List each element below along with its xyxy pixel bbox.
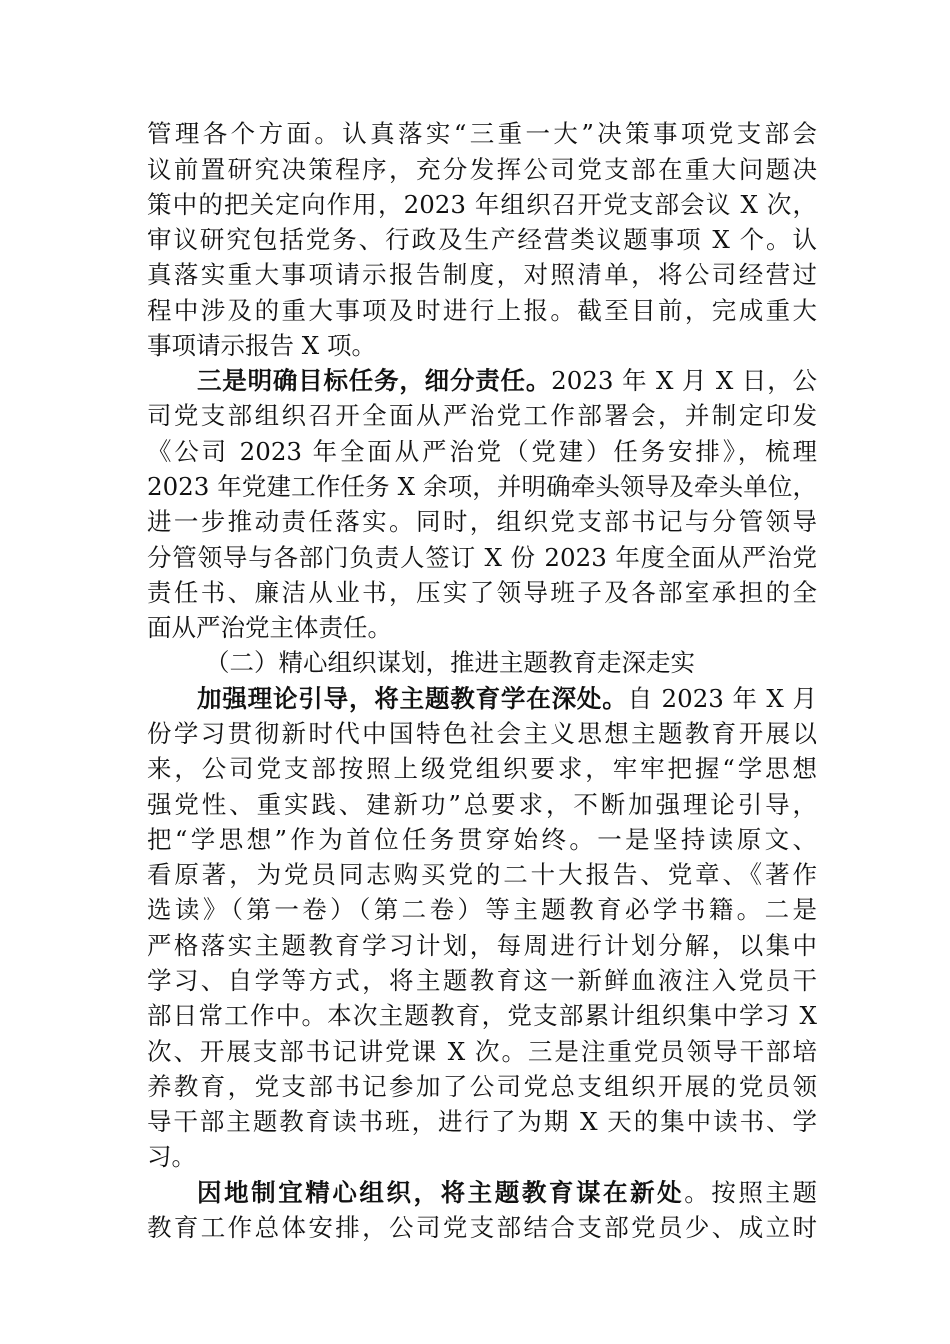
text-line: 养教育，党支部书记参加了公司党总支组织开展的党员领 [147, 1072, 817, 1101]
lead-rest: 自 2023 年 X 月 [627, 684, 817, 713]
bold-lead: 因地制宜精心组织，将主题教育谋在新处 [197, 1178, 685, 1207]
text-line: 进一步推动责任落实。同时，组织党支部书记与分管领导 [147, 507, 817, 536]
text-line: 份学习贯彻新时代中国特色社会主义思想主题教育开展以 [147, 719, 817, 748]
text-line: 习。 [147, 1142, 196, 1171]
paragraph-lead-line [197, 364, 817, 398]
text-line: 把“学思想”作为首位任务贯穿始终。一是坚持读原文、 [147, 825, 817, 854]
text-line: 部日常工作中。本次主题教育，党支部累计组织集中学习 X [147, 1001, 817, 1030]
text-line: 看原著，为党员同志购买党的二十大报告、党章、《著作 [147, 860, 817, 889]
paragraph-lead-line [197, 682, 817, 716]
bold-lead: 加强理论引导，将主题教育学在深处。 [197, 684, 628, 713]
text-line: 分管领导与各部门负责人签订 X 份 2023 年度全面从严治党 [147, 543, 817, 572]
text-line: 《公司 2023 年全面从严治党（党建）任务安排》，梳理 [147, 437, 817, 466]
text-line: 严格落实主题教育学习计划，每周进行计划分解，以集中 [147, 931, 817, 960]
text-line: 导干部主题教育读书班，进行了为期 X 天的集中读书、学 [147, 1107, 817, 1136]
text-line: 管理各个方面。认真落实“三重一大”决策事项党支部会 [147, 119, 817, 148]
text-line: 事项请示报告 X 项。 [147, 331, 377, 360]
text-line: 审议研究包括党务、行政及生产经营类议题事项 X 个。认 [147, 225, 817, 254]
text-line: 司党支部组织召开全面从严治党工作部署会，并制定印发 [147, 401, 817, 430]
text-line: 来，公司党支部按照上级党组织要求，牢牢把握“学思想 [147, 754, 817, 783]
lead-rest: 2023 年 X 月 X 日，公 [551, 366, 817, 395]
text-line: 强党性、重实践、建新功”总要求，不断加强理论引导， [147, 790, 817, 819]
text-line: 选读》（第一卷）（第二卷）等主题教育必学书籍。二是 [147, 895, 817, 924]
text-line: 策中的把关定向作用，2023 年组织召开党支部会议 X 次， [147, 190, 817, 219]
text-line: 真落实重大事项请示报告制度，对照清单，将公司经营过 [147, 260, 817, 289]
text-line: 责任书、廉洁从业书，压实了领导班子及各部室承担的全 [147, 578, 817, 607]
text-line: 次、开展支部书记讲党课 X 次。三是注重党员领导干部培 [147, 1037, 817, 1066]
lead-rest: 。按照主题 [684, 1178, 817, 1207]
text-line: 程中涉及的重大事项及时进行上报。截至目前，完成重大 [147, 296, 817, 325]
text-line: 学习、自学等方式，将主题教育这一新鲜血液注入党员干 [147, 966, 817, 995]
section-heading: （二）精心组织谋划，推进主题教育走深走实 [205, 648, 695, 677]
text-line: 议前置研究决策程序，充分发挥公司党支部在重大问题决 [147, 155, 817, 184]
text-line: 教育工作总体安排，公司党支部结合支部党员少、成立时 [147, 1213, 817, 1242]
bold-lead: 三是明确目标任务，细分责任。 [197, 366, 552, 395]
text-line: 2023 年党建工作任务 X 余项，并明确牵头领导及牵头单位， [147, 472, 817, 501]
paragraph-lead-line [197, 1176, 817, 1210]
text-line: 面从严治党主体责任。 [147, 613, 392, 642]
